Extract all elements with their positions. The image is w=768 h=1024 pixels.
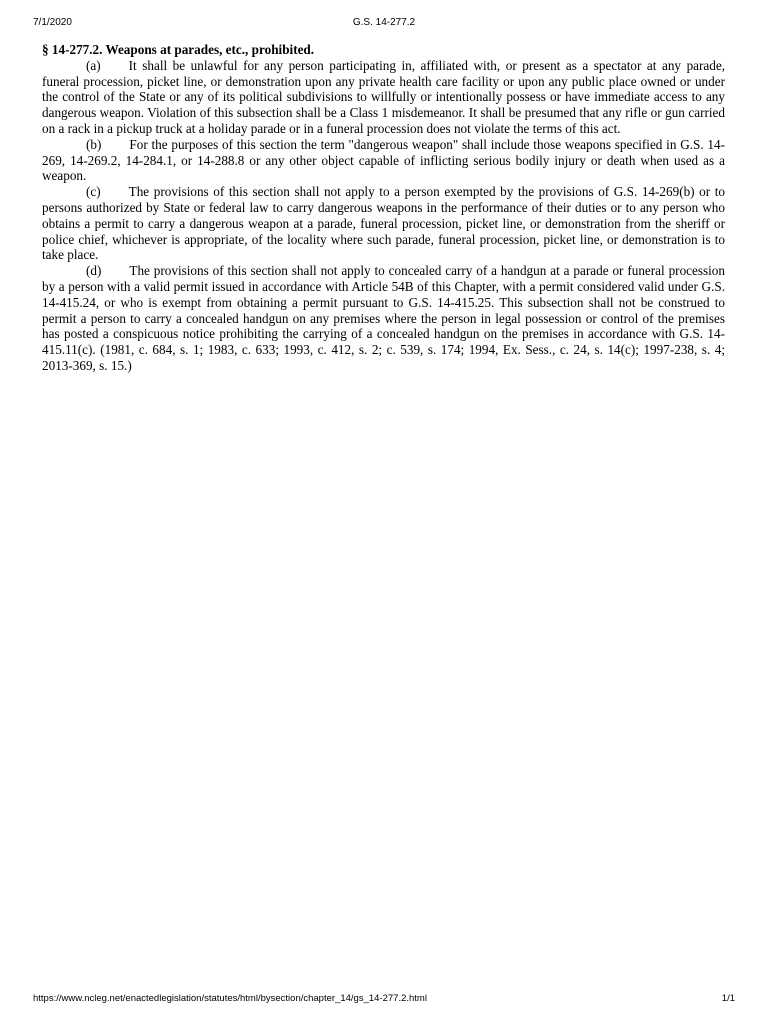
subsection-c [42, 184, 725, 263]
source-url: https://www.ncleg.net/enactedlegislation/statutes/html/bysection/chapter_14/gs_14-277.2.html [33, 993, 427, 1004]
subsection-text: For the purposes of this section the term "dangerous weapon" shall include those weapons specified in G.S. 14-269, 14-269.2, 14-284.1, or 14-288.8 or any other object capable of inflicting serious bodily injury or death when used as a weapon. [42, 136, 725, 184]
subsection-a [42, 58, 725, 137]
statute-content [42, 42, 725, 374]
document-title: G.S. 14-277.2 [352, 17, 416, 28]
subsection-label: (a) [86, 57, 101, 73]
subsection-d [42, 263, 725, 374]
subsection-text: It shall be unlawful for any person participating in, affiliated with, or present as a spectator at any parade, funeral procession, picket line, or demonstration upon any private health care facility or upon any public place owned or under the control of the State or any of its political subdivisions to willfully or intentionally possess or have immediate access to any dangerous weapon. Violation of this subsection shall be a Class 1 misdemeanor. It shall be presumed that any rifle or gun carried on a rack in a pickup truck at a holiday parade or in a funeral procession does not violate the terms of this act. [42, 57, 725, 136]
print-date: 7/1/2020 [33, 17, 72, 28]
subsection-text: The provisions of this section shall not apply to concealed carry of a handgun at a parade or funeral procession by a person with a valid permit issued in accordance with Article 54B of this Chapter, with a permit considered valid under G.S. 14-415.24, or who is exempt from obtaining a permit pursuant to G.S. 14-415.25. This subsection shall not be construed to permit a person to carry a concealed handgun on any premises where the person in legal possession or control of the premises has posted a conspicuous notice prohibiting the carrying of a concealed handgun on the premises in accordance with G.S. 14-415.11(c). (1981, c. 684, s. 1; 1983, c. 633; 1993, c. 412, s. 2; c. 539, s. 174; 1994, Ex. Sess., c. 24, s. 14(c); 1997-238, s. 4; 2013-369, s. 15.) [42, 263, 725, 373]
print-footer [33, 992, 735, 1006]
subsection-text: The provisions of this section shall not apply to a person exempted by the provisions of G.S. 14-269(b) or to persons authorized by State or federal law to carry dangerous weapons in the performance of their duties or to any person who obtains a permit to carry a dangerous weapon at a parade, funeral procession, picket line, or demonstration from the sheriff or police chief, whichever is appropriate, of the locality where such parade, funeral procession, picket line, or demonstration is to take place. [42, 184, 725, 263]
subsection-label: (b) [86, 136, 102, 152]
section-heading: § 14-277.2. Weapons at parades, etc., prohibited. [42, 42, 315, 57]
subsection-label: (c) [86, 184, 101, 200]
subsection-label: (d) [86, 263, 102, 279]
subsection-b [42, 137, 725, 184]
print-header [33, 16, 735, 30]
page-number: 1/1 [721, 993, 735, 1004]
